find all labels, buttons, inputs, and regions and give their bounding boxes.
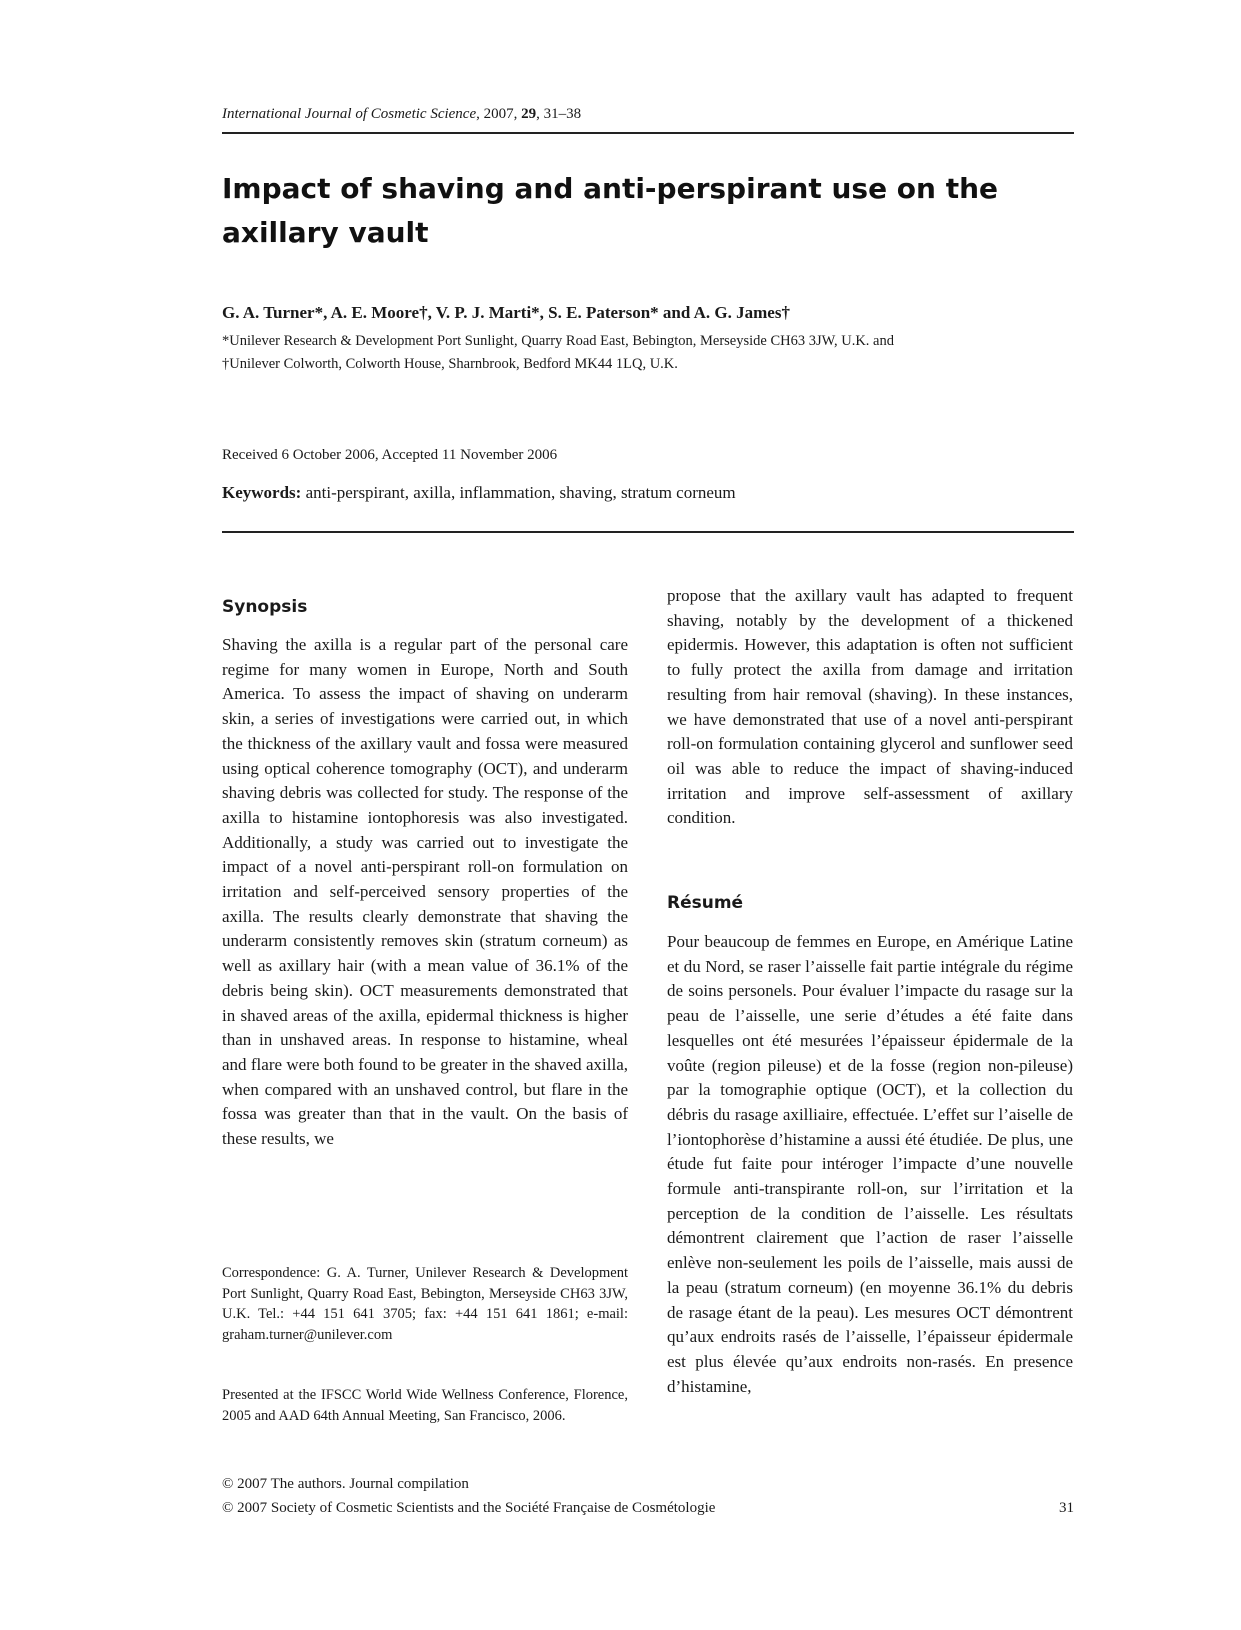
journal-pages: , 31–38 [536,106,582,122]
resume-text: Pour beaucoup de femmes en Europe, en Amérique Latine et du Nord, se raser l’aisselle fait partie intégrale du régime de soins personels. Pour évaluer l’impacte du rasage sur la peau de l’aisselle, une serie d’études a été faite dans lesquelles ont été mesurées l’épaisseur épidermale de la voûte (region pileuse) et de la fosse (region non-pileuse) par la tomographie optique (OCT), et la collection du débris du rasage axilliaire, effectuée. L’effet sur l’aiselle de l’iontophorèse d’histamine a aussi été étudiée. De plus, une étude fut faite pour intéroger l’impacte d’une nouvelle formule anti-transpirante roll-on, sur l’irritation et la perception de la condition de l’aisselle. Les résultats démontrent clairement que l’action de raser l’aisselle enlève non-seulement les poils de l’aisselle, mais aussi de la peau (stratum corneum) (en moyenne 36.1% du debris de rasage étant de la peau). Les mesures OCT démontrent qu’aux endroits rasés de l’aisselle, l’épaisseur épidermale est plus élevée qu’aux endroits non-rasés. En presence d’histamine, [667,932,1073,1396]
affiliations [222,330,1074,376]
affiliation-1: *Unilever Research & Development Port Sunlight, Quarry Road East, Bebington, Merseyside CH63 3JW, U.K. and [222,333,894,349]
affiliation-2: †Unilever Colworth, Colworth House, Sharnbrook, Bedford MK44 1LQ, U.K. [222,356,678,372]
journal-name: International Journal of Cosmetic Science [222,106,477,122]
journal-year: , 2007, [476,106,522,122]
journal-citation [222,106,581,123]
resume-heading: Résumé [667,893,744,913]
synopsis-heading: Synopsis [222,597,308,617]
keywords [222,483,736,503]
synopsis-text-continued: propose that the axillary vault has adapted to frequent shaving, notably by the development of a thickened epidermis. However, this adaptation is often not sufficient to fully protect the axilla from damage and irritation resulting from hair removal (shaving). In these instances, we have demonstrated that use of a novel anti-perspirant roll-on formulation containing glycerol and sunflower seed oil was able to reduce the impact of shaving-induced irritation and improve self-assessment of axillary condition. [667,586,1073,828]
presented-note: Presented at the IFSCC World Wide Wellness Conference, Florence, 2005 and AAD 64th Annual Meeting, San Francisco, 2006. [222,1387,628,1424]
section-rule [222,531,1074,533]
correspondence-note: Correspondence: G. A. Turner, Unilever Research & Development Port Sunlight, Quarry Road East, Bebington, Merseyside CH63 3JW, U.K. Tel.: +44 151 641 3705; fax: +44 151 641 1861; e-mail: graham.turner@unilever.com [222,1265,628,1343]
synopsis-text: Shaving the axilla is a regular part of the personal care regime for many women in Europe, North and South America. To assess the impact of shaving on underarm skin, a series of investigations were carried out, in which the thickness of the axillary vault and fossa were measured using optical coherence tomography (OCT), and underarm shaving debris was collected for study. The response of the axilla to histamine iontophoresis was also investigated. Additionally, a study was carried out to investigate the impact of a novel anti-perspirant roll-on formulation on irritation and self-perceived sensory properties of the axilla. The results clearly demonstrate that shaving the underarm consistently removes skin (stratum corneum) as well as axillary hair (with a mean value of 36.1% of the debris being skin). OCT measurements demonstrated that in shaved areas of the axilla, epidermal thickness is higher than in unshaved areas. In response to histamine, wheal and flare were both found to be greater in the shaved axilla, when compared with an unshaved control, but flare in the fossa was greater than that in the vault. On the basis of these results, we [222,635,628,1149]
author-list: G. A. Turner*, A. E. Moore†, V. P. J. Marti*, S. E. Paterson* and A. G. James† [222,303,790,322]
copyright-line-1: © 2007 The authors. Journal compilation [222,1476,469,1492]
received-dates: Received 6 October 2006, Accepted 11 November 2006 [222,447,558,463]
keywords-label: Keywords: [222,483,302,502]
page-number: 31 [1059,1500,1074,1516]
journal-volume: 29 [521,106,537,122]
keywords-list: anti-perspirant, axilla, inflammation, shaving, stratum corneum [301,483,736,502]
article-title: Impact of shaving and anti-perspirant use on the axillary vault [222,172,999,249]
copyright-line-2: © 2007 Society of Cosmetic Scientists and the Société Française de Cosmétologie [222,1500,716,1516]
header-rule [222,132,1074,134]
